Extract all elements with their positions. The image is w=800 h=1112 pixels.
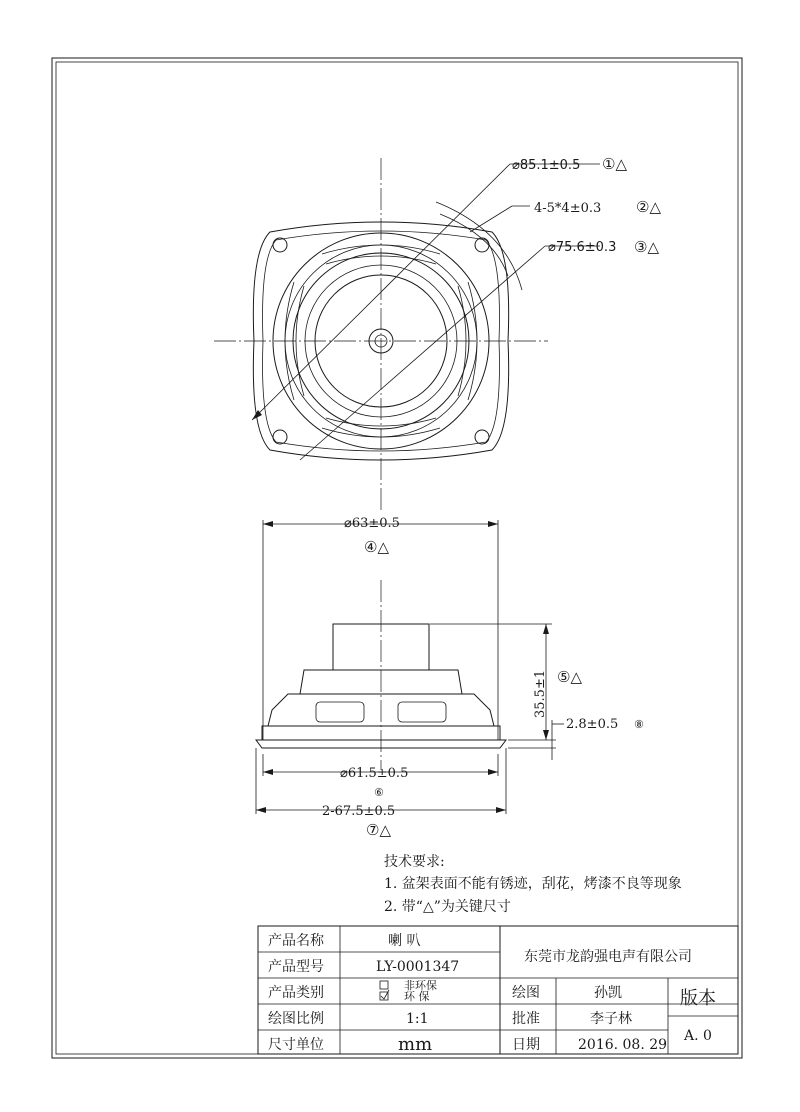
product-category-label: 产品类别 (268, 985, 324, 1001)
dim-flange-mark: ⑧ (634, 718, 644, 731)
product-name-label: 产品名称 (268, 933, 324, 949)
mount-hole-bl (273, 430, 287, 444)
dim-inner-diameter: ⌀75.6±0.3 (548, 240, 617, 255)
mount-hole-br (475, 430, 489, 444)
company-name: 东莞市龙韵强电声有限公司 (524, 949, 692, 965)
dim-width-mark: ⑦△ (366, 821, 391, 839)
dim-outer-diameter: ⌀85.1±0.5 (512, 158, 581, 173)
version-label: 版本 (680, 988, 716, 1009)
dim-slots-mark: ②△ (636, 198, 661, 216)
arc-d-outer (436, 202, 522, 290)
category-non-eco: 非环保 (404, 979, 437, 992)
basket-window-right (398, 702, 446, 722)
notes-line-1: 1. 盆架表面不能有锈迹，刮花，烤漆不良等现象 (384, 876, 682, 892)
scale-label: 绘图比例 (268, 1011, 324, 1027)
dim-base-diameter: ⌀61.5±0.5 (340, 766, 409, 781)
unit-value: mm (398, 1034, 433, 1055)
drawn-by-label: 绘图 (512, 985, 540, 1001)
side-view (256, 520, 564, 814)
mount-hole-tr (475, 238, 489, 252)
dim-height: 35.5±1 (533, 669, 548, 718)
product-model-value: LY-0001347 (376, 959, 460, 975)
dim-outer-mark: ①△ (602, 155, 627, 173)
dim-width: 2-67.5±0.5 (322, 804, 396, 819)
checkbox-non-eco (380, 981, 388, 989)
date-label: 日期 (512, 1037, 540, 1053)
notes-line-2: 2. 带“△”为关键尺寸 (384, 899, 511, 915)
basket-window-left (316, 702, 364, 722)
version-value: A. 0 (684, 1028, 712, 1044)
date-value: 2016. 08. 29 (578, 1037, 668, 1053)
category-eco: 环 保 (404, 990, 430, 1003)
dim-height-mark: ⑤△ (557, 668, 582, 686)
title-block (258, 926, 738, 1054)
dim-base-mark: ⑥ (374, 786, 384, 799)
dim-cone-mark: ④△ (364, 538, 389, 556)
approved-by-label: 批准 (512, 1011, 540, 1027)
notes-title: 技术要求: (384, 854, 445, 870)
mount-hole-tl (273, 238, 287, 252)
approved-by-value: 李子林 (590, 1011, 632, 1027)
leader-slots (470, 206, 512, 232)
product-name-value: 喇 叭 (388, 933, 421, 949)
dim-cone-diameter: ⌀63±0.5 (344, 516, 400, 531)
dim-flange: 2.8±0.5 (566, 717, 619, 732)
scale-value: 1:1 (406, 1011, 429, 1027)
drawn-by-value: 孙凯 (594, 985, 622, 1001)
dim-slots: 4-5*4±0.3 (534, 201, 602, 216)
product-model-label: 产品型号 (268, 959, 324, 975)
dim-inner-mark: ③△ (634, 238, 659, 256)
unit-label: 尺寸单位 (268, 1037, 324, 1053)
